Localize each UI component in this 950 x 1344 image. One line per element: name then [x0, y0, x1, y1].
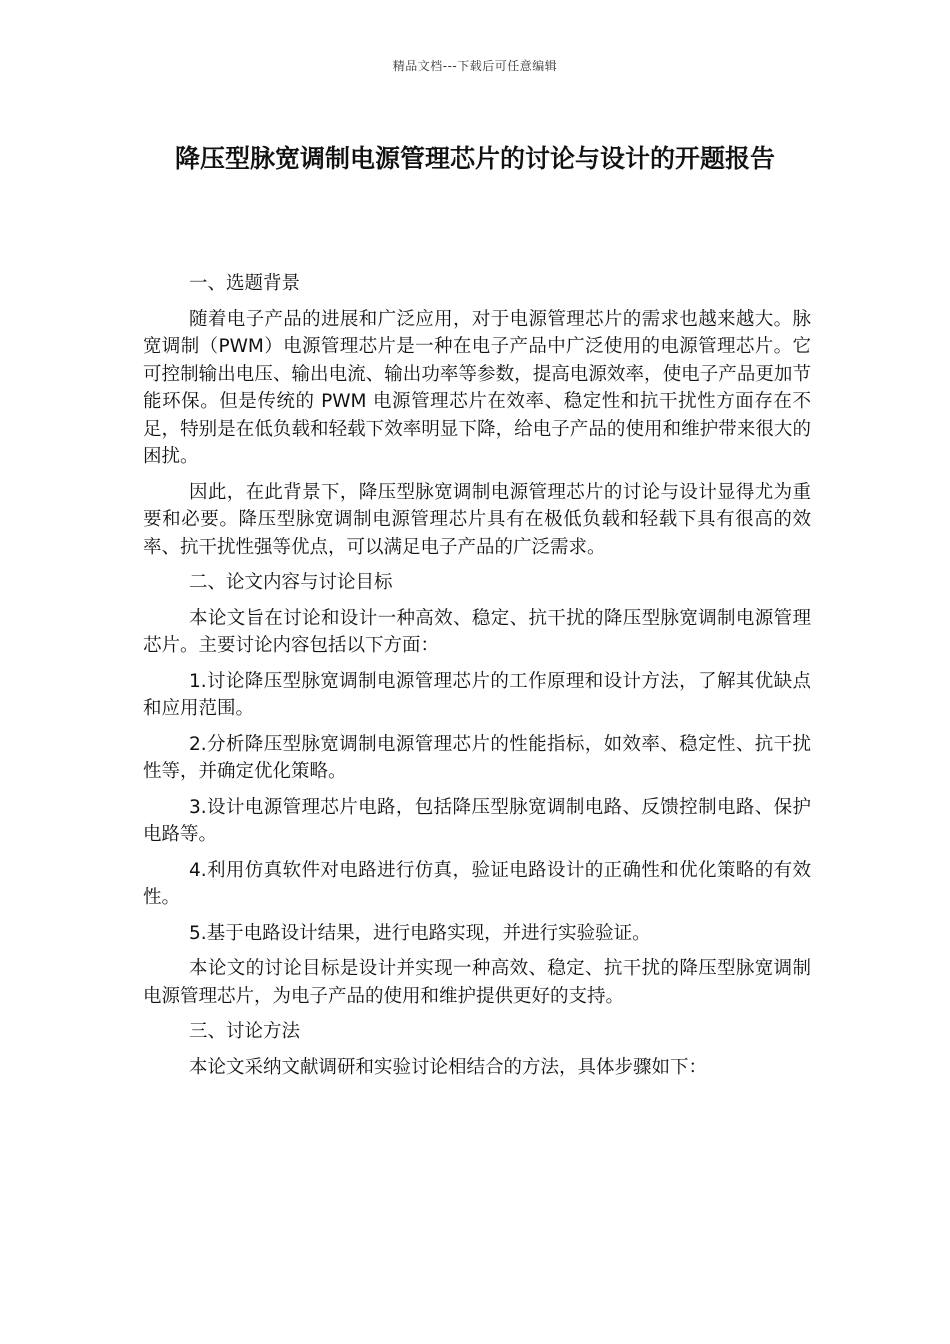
document-title: 降压型脉宽调制电源管理芯片的讨论与设计的开题报告 — [174, 144, 775, 173]
paragraph: 本论文采纳文献调研和实验讨论相结合的方法，具体步骤如下： — [189, 1056, 708, 1078]
list-item: 3.设计电源管理芯片电路，包括降压型脉宽调制电路、反馈控制电路、保护电路等。 — [143, 796, 811, 845]
paragraph: 因此，在此背景下，降压型脉宽调制电源管理芯片的讨论与设计显得尤为重要和必要。降压型脉宽调制电源管理芯片具有在极低负载和轻载下具有很高的效率、抗干扰性强等优点，可以满足电子产品的广泛需求。 — [143, 481, 811, 558]
section-heading-background: 一、选题背景 — [189, 273, 301, 294]
list-item: 2.分析降压型脉宽调制电源管理芯片的性能指标，如效率、稳定性、抗干扰性等，并确定优化策略。 — [143, 733, 811, 782]
paragraph: 本论文的讨论目标是设计并实现一种高效、稳定、抗干扰的降压型脉宽调制电源管理芯片，为电子产品的使用和维护提供更好的支持。 — [143, 958, 811, 1007]
list-item: 5.基于电路设计结果，进行电路实现，并进行实验验证。 — [189, 922, 651, 944]
header-note: 精品文档---下载后可任意编辑 — [392, 59, 558, 73]
paragraph: 本论文旨在讨论和设计一种高效、稳定、抗干扰的降压型脉宽调制电源管理芯片。主要讨论内容包括以下方面： — [143, 607, 811, 656]
list-item: 1.讨论降压型脉宽调制电源管理芯片的工作原理和设计方法，了解其优缺点和应用范围。 — [143, 670, 811, 719]
section-heading-content-goals: 二、论文内容与讨论目标 — [189, 572, 393, 593]
section-heading-methods: 三、讨论方法 — [189, 1021, 301, 1042]
paragraph: 随着电子产品的进展和广泛应用，对于电源管理芯片的需求也越来越大。脉宽调制（PWM）电源管理芯片是一种在电子产品中广泛使用的电源管理芯片。它可控制输出电压、输出电流、输出功率等参数，提高电源效率，使电子产品更加节能环保。但是传统的 PWM 电源管理芯片在效率、稳定性和抗干扰性方面存在不足，特别是在低负载和轻载下效率明显下降，给电子产品的使用和维护带来很大的困扰。 — [143, 308, 811, 467]
document-body — [143, 270, 811, 1089]
list-item: 4.利用仿真软件对电路进行仿真，验证电路设计的正确性和优化策略的有效性。 — [143, 859, 811, 908]
